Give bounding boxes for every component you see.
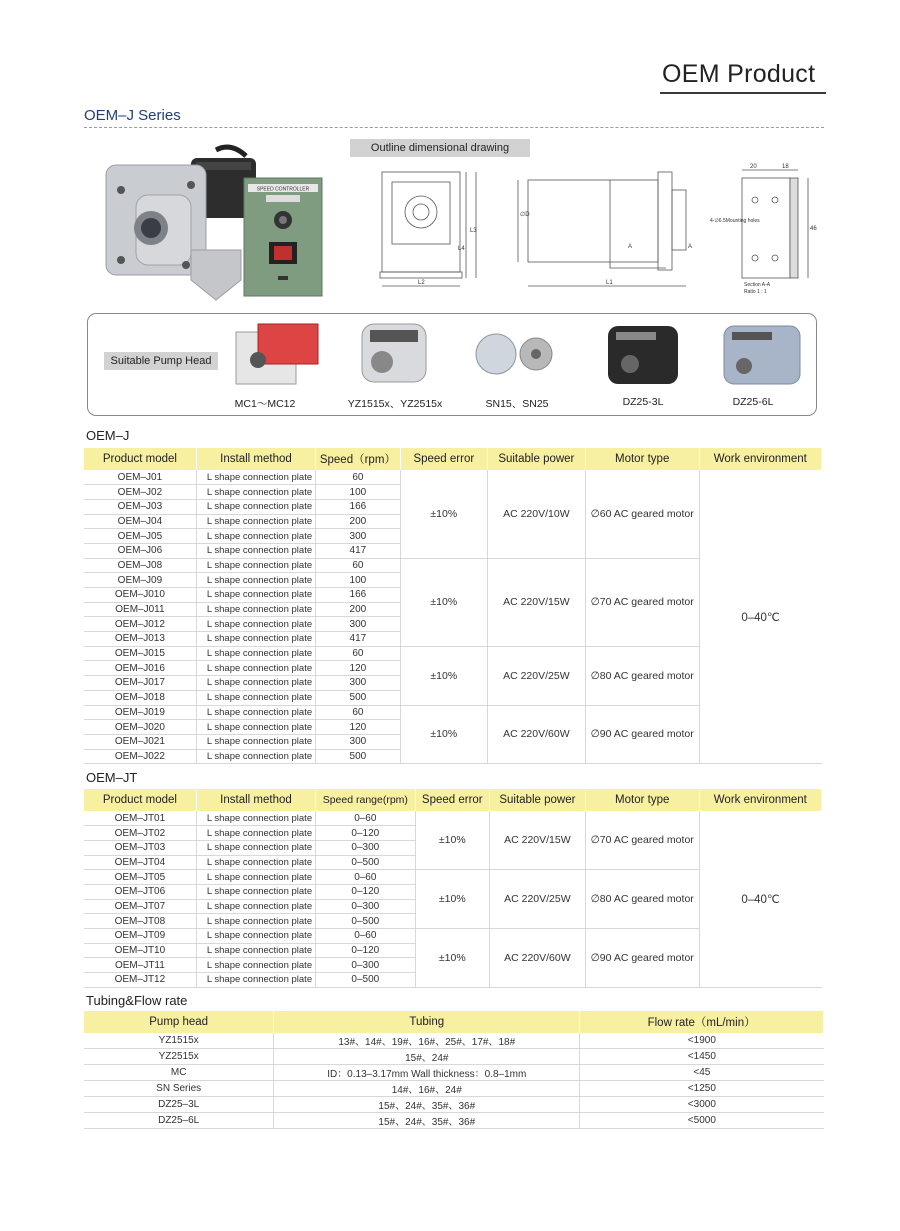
suitable-power-cell: AC 220V/25W [490, 870, 586, 929]
product-model-cell: OEM–J022 [84, 749, 196, 764]
product-model-cell: OEM–JT02 [84, 826, 196, 841]
speed-cell: 0–500 [316, 914, 415, 929]
product-model-cell: OEM–JT04 [84, 855, 196, 870]
speed-cell: 100 [316, 573, 401, 588]
table-row [84, 470, 822, 485]
table-row [84, 811, 822, 826]
speed-cell: 120 [316, 661, 401, 676]
install-method-cell: L shape connection plate [196, 929, 315, 944]
product-model-cell: OEM–J02 [84, 485, 196, 500]
pump-head-cell: SN Series [84, 1081, 274, 1097]
install-method-cell: L shape connection plate [196, 720, 315, 735]
install-method-cell: L shape connection plate [196, 840, 315, 855]
install-method-cell: L shape connection plate [196, 705, 315, 720]
speed-cell: 166 [316, 588, 401, 603]
install-method-cell: L shape connection plate [196, 958, 315, 973]
speed-cell: 0–500 [316, 855, 415, 870]
table-row [84, 1049, 824, 1065]
flow-rate-cell: <1250 [580, 1081, 824, 1097]
speed-error-cell: ±10% [415, 929, 490, 988]
speed-cell: 60 [316, 705, 401, 720]
col-speed-error: Speed error [400, 448, 487, 470]
col-product-model: Product model [84, 448, 196, 470]
speed-cell: 500 [316, 690, 401, 705]
pump-head-name-yz: YZ1515x、YZ2515x [347, 398, 443, 410]
suitable-power-cell: AC 220V/25W [488, 646, 586, 705]
tubing-cell: 15#、24# [274, 1049, 580, 1065]
col-motor-type: Motor type [585, 448, 699, 470]
pump-head-cell: DZ25–3L [84, 1097, 274, 1113]
table-row [84, 1033, 824, 1049]
mounting-holes-note: 4-∅6.5Mounting holes [710, 218, 760, 224]
tubing-cell: 15#、24#、35#、36# [274, 1113, 580, 1129]
product-model-cell: OEM–JT09 [84, 929, 196, 944]
jt-col-motor-type: Motor type [585, 789, 699, 811]
series-divider [84, 127, 824, 128]
table-row [84, 1097, 824, 1113]
motor-type-cell: ∅90 AC geared motor [585, 705, 699, 764]
jt-col-speed-range: Speed range(rpm) [316, 789, 415, 811]
dim-l1: L1 [606, 280, 613, 286]
speed-error-cell: ±10% [415, 811, 490, 870]
pump-head-cell: MC [84, 1065, 274, 1081]
speed-cell: 0–500 [316, 973, 415, 988]
speed-cell: 300 [316, 617, 401, 632]
dim-diameter: ∅D [520, 212, 530, 218]
install-method-cell: L shape connection plate [196, 734, 315, 749]
tb-col-pump-head: Pump head [84, 1011, 274, 1033]
install-method-cell: L shape connection plate [196, 543, 315, 558]
tubing-flow-table [84, 1011, 824, 1129]
speed-cell: 120 [316, 720, 401, 735]
tubing-cell: 13#、14#、19#、16#、25#、17#、18# [274, 1033, 580, 1049]
work-environment-cell: 0–40℃ [699, 811, 821, 987]
install-method-cell: L shape connection plate [196, 899, 315, 914]
pump-head-name-dz25-3l: DZ25-3L [622, 396, 664, 408]
col-work-environment: Work environment [699, 448, 821, 470]
speed-cell: 300 [316, 676, 401, 691]
oem-j-table-body [84, 470, 822, 764]
product-model-cell: OEM–J018 [84, 690, 196, 705]
suitable-power-cell: AC 220V/15W [488, 558, 586, 646]
speed-cell: 0–60 [316, 870, 415, 885]
flow-rate-cell: <45 [580, 1065, 824, 1081]
speed-cell: 0–300 [316, 899, 415, 914]
pump-head-name-mc: MC1～MC12 [234, 398, 296, 410]
tb-col-tubing: Tubing [274, 1011, 580, 1033]
dim-18: 18 [782, 164, 789, 170]
flow-rate-cell: <5000 [580, 1113, 824, 1129]
product-model-cell: OEM–JT06 [84, 884, 196, 899]
tubing-cell: 14#、16#、24# [274, 1081, 580, 1097]
product-model-cell: OEM–JT08 [84, 914, 196, 929]
product-model-cell: OEM–J012 [84, 617, 196, 632]
section-mark-a-right: A [688, 244, 693, 250]
jt-col-product-model: Product model [84, 789, 196, 811]
install-method-cell: L shape connection plate [196, 617, 315, 632]
dim-l2: L2 [418, 280, 425, 286]
pump-head-cell: YZ1515x [84, 1033, 274, 1049]
product-model-cell: OEM–JT11 [84, 958, 196, 973]
product-model-cell: OEM–J010 [84, 588, 196, 603]
dim-46: 46 [810, 226, 817, 232]
install-method-cell: L shape connection plate [196, 870, 315, 885]
section-note: Section A-A [744, 282, 771, 288]
tb-col-flow-rate: Flow rate（mL/min） [580, 1011, 824, 1033]
flow-rate-cell: <3000 [580, 1097, 824, 1113]
product-model-cell: OEM–JT07 [84, 899, 196, 914]
pump-head-cell: DZ25–6L [84, 1113, 274, 1129]
motor-type-cell: ∅70 AC geared motor [585, 558, 699, 646]
product-model-cell: OEM–J06 [84, 543, 196, 558]
yz-pump-head-image [346, 318, 456, 388]
install-method-cell: L shape connection plate [196, 470, 315, 485]
speed-cell: 60 [316, 558, 401, 573]
speed-cell: 417 [316, 632, 401, 647]
speed-cell: 60 [316, 646, 401, 661]
speed-cell: 0–120 [316, 826, 415, 841]
speed-error-cell: ±10% [400, 470, 487, 558]
product-model-cell: OEM–J017 [84, 676, 196, 691]
col-install-method: Install method [196, 448, 315, 470]
pump-product-photo [96, 140, 326, 310]
speed-cell: 100 [316, 485, 401, 500]
jt-col-install-method: Install method [196, 789, 315, 811]
install-method-cell: L shape connection plate [196, 573, 315, 588]
product-model-cell: OEM–J016 [84, 661, 196, 676]
product-model-cell: OEM–JT01 [84, 811, 196, 826]
outline-drawing-label: Outline dimensional drawing [350, 139, 530, 157]
install-method-cell: L shape connection plate [196, 529, 315, 544]
speed-cell: 60 [316, 470, 401, 485]
jt-col-suitable-power: Suitable power [490, 789, 586, 811]
tubing-heading: Tubing&Flow rate [86, 993, 188, 1008]
speed-error-cell: ±10% [400, 646, 487, 705]
product-model-cell: OEM–J015 [84, 646, 196, 661]
dz25-3l-pump-head-image [590, 318, 700, 388]
speed-cell: 166 [316, 499, 401, 514]
install-method-cell: L shape connection plate [196, 884, 315, 899]
table-row [84, 1065, 824, 1081]
oem-j-heading: OEM–J [86, 428, 130, 443]
product-model-cell: OEM–J09 [84, 573, 196, 588]
product-model-cell: OEM–JT05 [84, 870, 196, 885]
product-model-cell: OEM–J03 [84, 499, 196, 514]
speed-error-cell: ±10% [400, 705, 487, 764]
flow-rate-cell: <1450 [580, 1049, 824, 1065]
product-model-cell: OEM–J08 [84, 558, 196, 573]
motor-type-cell: ∅60 AC geared motor [585, 470, 699, 558]
install-method-cell: L shape connection plate [196, 514, 315, 529]
product-model-cell: OEM–J01 [84, 470, 196, 485]
motor-type-cell: ∅90 AC geared motor [585, 929, 699, 988]
install-method-cell: L shape connection plate [196, 676, 315, 691]
install-method-cell: L shape connection plate [196, 588, 315, 603]
product-model-cell: OEM–JT10 [84, 943, 196, 958]
install-method-cell: L shape connection plate [196, 690, 315, 705]
speed-cell: 0–60 [316, 929, 415, 944]
install-method-cell: L shape connection plate [196, 914, 315, 929]
tubing-cell: ID：0.13–3.17mm Wall thickness：0.8–1mm [274, 1065, 580, 1081]
install-method-cell: L shape connection plate [196, 646, 315, 661]
oem-jt-table [84, 789, 822, 988]
col-speed: Speed（rpm） [316, 448, 401, 470]
page-title: OEM Product [662, 60, 816, 88]
product-model-cell: OEM–JT03 [84, 840, 196, 855]
speed-cell: 300 [316, 529, 401, 544]
outline-dimensional-drawing [370, 160, 820, 300]
install-method-cell: L shape connection plate [196, 855, 315, 870]
product-model-cell: OEM–J04 [84, 514, 196, 529]
dim-l3: L3 [470, 228, 477, 234]
install-method-cell: L shape connection plate [196, 749, 315, 764]
dim-20: 20 [750, 164, 757, 170]
dz25-6l-pump-head-image [710, 318, 820, 388]
col-suitable-power: Suitable power [488, 448, 586, 470]
jt-col-work-environment: Work environment [699, 789, 821, 811]
speed-cell: 200 [316, 602, 401, 617]
speed-cell: 0–120 [316, 943, 415, 958]
pump-head-cell: YZ2515x [84, 1049, 274, 1065]
install-method-cell: L shape connection plate [196, 973, 315, 988]
suitable-power-cell: AC 220V/60W [488, 705, 586, 764]
flow-rate-cell: <1900 [580, 1033, 824, 1049]
suitable-power-cell: AC 220V/60W [490, 929, 586, 988]
speed-cell: 500 [316, 749, 401, 764]
tubing-table-body [84, 1033, 824, 1129]
speed-cell: 417 [316, 543, 401, 558]
motor-type-cell: ∅80 AC geared motor [585, 646, 699, 705]
work-environment-cell: 0–40℃ [699, 470, 821, 764]
product-model-cell: OEM–J019 [84, 705, 196, 720]
motor-type-cell: ∅70 AC geared motor [585, 811, 699, 870]
oem-jt-heading: OEM–JT [86, 770, 138, 785]
speed-error-cell: ±10% [415, 870, 490, 929]
install-method-cell: L shape connection plate [196, 811, 315, 826]
motor-type-cell: ∅80 AC geared motor [585, 870, 699, 929]
pump-head-label: Suitable Pump Head [104, 352, 218, 370]
controller-label: SPEED CONTROLLER [256, 186, 310, 193]
tubing-cell: 15#、24#、35#、36# [274, 1097, 580, 1113]
speed-cell: 0–300 [316, 958, 415, 973]
install-method-cell: L shape connection plate [196, 661, 315, 676]
pump-head-name-dz25-6l: DZ25-6L [732, 396, 774, 408]
install-method-cell: L shape connection plate [196, 499, 315, 514]
section-mark-a-left: A [628, 244, 633, 250]
install-method-cell: L shape connection plate [196, 632, 315, 647]
pump-head-name-sn: SN15、SN25 [485, 398, 549, 410]
mc-pump-head-image [228, 318, 338, 388]
table-row [84, 1113, 824, 1129]
product-model-cell: OEM–J05 [84, 529, 196, 544]
install-method-cell: L shape connection plate [196, 485, 315, 500]
product-model-cell: OEM–J013 [84, 632, 196, 647]
suitable-power-cell: AC 220V/15W [490, 811, 586, 870]
install-method-cell: L shape connection plate [196, 558, 315, 573]
install-method-cell: L shape connection plate [196, 826, 315, 841]
table-row [84, 1081, 824, 1097]
series-heading: OEM–J Series [84, 107, 181, 124]
product-model-cell: OEM–JT12 [84, 973, 196, 988]
install-method-cell: L shape connection plate [196, 602, 315, 617]
jt-col-speed-error: Speed error [415, 789, 490, 811]
oem-jt-table-body [84, 811, 822, 987]
speed-error-cell: ±10% [400, 558, 487, 646]
suitable-power-cell: AC 220V/10W [488, 470, 586, 558]
speed-cell: 0–120 [316, 884, 415, 899]
speed-cell: 300 [316, 734, 401, 749]
sn-pump-head-image [462, 318, 572, 388]
product-model-cell: OEM–J020 [84, 720, 196, 735]
oem-j-table [84, 448, 822, 764]
dim-l4: L4 [458, 246, 465, 252]
install-method-cell: L shape connection plate [196, 943, 315, 958]
speed-cell: 0–300 [316, 840, 415, 855]
speed-cell: 0–60 [316, 811, 415, 826]
ratio-note: Ratio 1 : 1 [744, 289, 767, 295]
product-model-cell: OEM–J021 [84, 734, 196, 749]
title-underline [660, 92, 826, 94]
speed-cell: 200 [316, 514, 401, 529]
product-model-cell: OEM–J011 [84, 602, 196, 617]
